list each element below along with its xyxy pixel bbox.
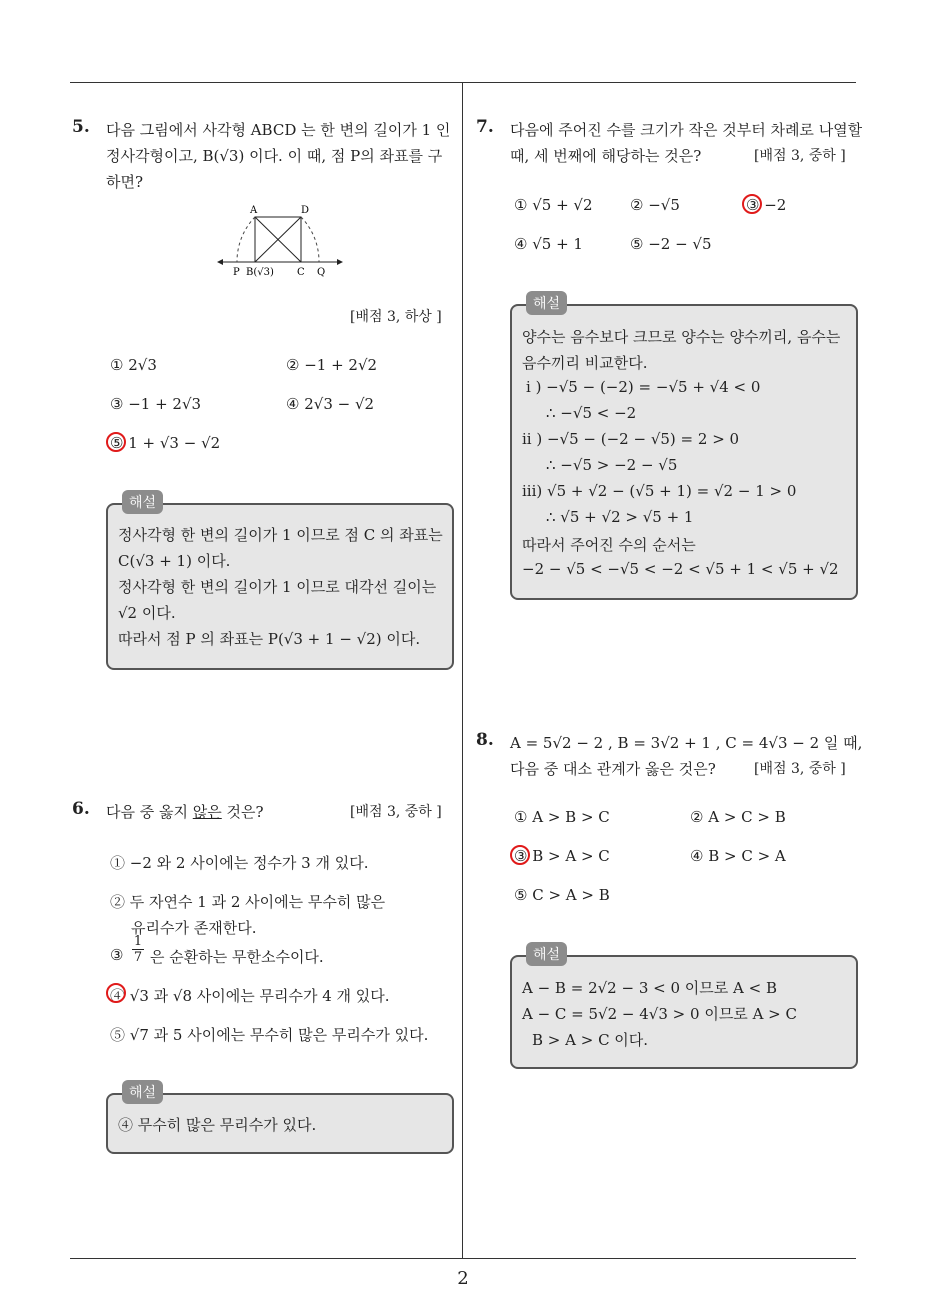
q5-explain-line: C(√3 + 1) 이다. (118, 552, 231, 570)
q7-score: [배점 3, 중하 ] (754, 148, 846, 164)
q5-option-1[interactable]: ① 2√3 (110, 356, 157, 374)
q6-number: 6. (72, 799, 90, 819)
q7-option-2[interactable]: ② −√5 (630, 196, 680, 214)
q5-option-5[interactable]: ⑤ 1 + √3 − √2 (110, 434, 221, 452)
q6-text (106, 801, 264, 822)
q8-score: [배점 3, 중하 ] (754, 761, 846, 777)
q6-text-post: 것은? (221, 803, 264, 821)
q8-option-2[interactable]: ② A > C > B (690, 808, 786, 826)
q6-explain-line: ④ 무수히 많은 무리수가 있다. (118, 1116, 317, 1134)
q7-explanation-box (510, 304, 858, 600)
fig-label-d: D (301, 205, 310, 216)
q7-explain-line: i ) −√5 − (−2) = −√5 + √4 < 0 (526, 378, 761, 396)
q6-score: [배점 3, 중하 ] (350, 804, 442, 820)
q8-text-line2: 다음 중 대소 관계가 옳은 것은? (510, 760, 716, 778)
q7-explain-line: ii ) −√5 − (−2 − √5) = 2 > 0 (522, 430, 740, 448)
q8-option-4[interactable]: ④ B > C > A (690, 847, 786, 865)
q8-option-1[interactable]: ① A > B > C (514, 808, 610, 826)
q7-option-1[interactable]: ① √5 + √2 (514, 196, 593, 214)
q8-answer-mark (510, 845, 530, 865)
q5-explanation-tag: 해설 (122, 490, 163, 514)
q6-text-pre: 다음 중 옳지 (106, 803, 193, 821)
q8-explain-line: A − C = 5√2 − 4√3 > 0 이므로 A > C (522, 1005, 797, 1023)
q6-option-5[interactable]: ⑤ √7 과 5 사이에는 무수히 많은 무리수가 있다. (110, 1026, 429, 1044)
top-rule (70, 82, 856, 83)
q5-explain-line: 정사각형 한 변의 길이가 1 이므로 대각선 길이는 (118, 578, 437, 596)
q5-explain-line: √2 이다. (118, 604, 176, 622)
q7-explanation-tag: 해설 (526, 291, 567, 315)
q5-explain-line: 따라서 점 P 의 좌표는 P(√3 + 1 − √2) 이다. (118, 630, 421, 648)
q8-option-5[interactable]: ⑤ C > A > B (514, 886, 610, 904)
q7-text-line2: 때, 세 번째에 해당하는 것은? (510, 147, 702, 165)
q5-explain-line: 정사각형 한 변의 길이가 1 이므로 점 C 의 좌표는 (118, 526, 443, 544)
column-divider (462, 83, 463, 1258)
q5-option-4[interactable]: ④ 2√3 − √2 (286, 395, 375, 413)
q7-option-3[interactable]: ③ −2 (746, 196, 787, 214)
q5-score: [배점 3, 하상 ] (350, 309, 442, 325)
q6-answer-mark (106, 983, 126, 1003)
q5-square-figure (215, 200, 345, 280)
q7-explain-line: ∴ −√5 > −2 − √5 (546, 456, 678, 474)
q6-option-3-fraction (132, 934, 144, 965)
q8-number: 8. (476, 730, 494, 750)
q6-option-4[interactable]: ④ √3 과 √8 사이에는 무리수가 4 개 있다. (110, 987, 390, 1005)
q7-text-line1: 다음에 주어진 수를 크기가 작은 것부터 차례로 나열할 (510, 121, 863, 139)
bottom-rule (70, 1258, 856, 1259)
q5-text-line1: 다음 그림에서 사각형 ABCD 는 한 변의 길이가 1 인 (106, 121, 451, 139)
q5-number: 5. (72, 117, 90, 137)
q7-option-4[interactable]: ④ √5 + 1 (514, 235, 583, 253)
q5-text-line3: 하면? (106, 173, 144, 191)
q7-explain-line: iii) √5 + √2 − (√5 + 1) = √2 − 1 > 0 (522, 482, 797, 500)
fig-label-b: B(√3) (246, 267, 274, 278)
q6-option-3-text: 은 순환하는 무한소수이다. (150, 948, 324, 966)
q6-option-3[interactable]: ③ (110, 946, 124, 964)
q6-explanation-tag: 해설 (122, 1080, 163, 1104)
page-number: 2 (457, 1268, 469, 1289)
q6-option-1[interactable]: ① −2 와 2 사이에는 정수가 3 개 있다. (110, 854, 369, 872)
fig-label-c: C (297, 267, 305, 278)
q7-explain-line: 양수는 음수보다 크므로 양수는 양수끼리, 음수는 (522, 328, 841, 346)
q6-option-2-cont: 유리수가 존재한다. (131, 919, 257, 937)
q7-explain-line: 음수끼리 비교한다. (522, 354, 648, 372)
q8-option-3[interactable]: ③ B > A > C (514, 847, 610, 865)
q7-explain-line: −2 − √5 < −√5 < −2 < √5 + 1 < √5 + √2 (522, 560, 839, 578)
q8-explanation-tag: 해설 (526, 942, 567, 966)
fig-label-p: P (233, 267, 240, 278)
q7-explain-line: ∴ √5 + √2 > √5 + 1 (546, 508, 694, 526)
q6-text-underlined: 않은 (192, 803, 222, 821)
q7-explain-line: 따라서 주어진 수의 순서는 (522, 536, 696, 554)
q5-option-3[interactable]: ③ −1 + 2√3 (110, 395, 202, 413)
fig-label-a: A (250, 205, 258, 216)
q8-text-line1: A = 5√2 − 2 , B = 3√2 + 1 , C = 4√3 − 2 일 때, (510, 734, 863, 752)
q7-answer-mark (742, 194, 762, 214)
q6-option-2[interactable]: ② 두 자연수 1 과 2 사이에는 무수히 많은 (110, 893, 386, 911)
fraction-denominator: 7 (133, 950, 143, 965)
q7-number: 7. (476, 117, 494, 137)
q8-explain-line: B > A > C 이다. (532, 1031, 649, 1049)
q5-text-line2: 정사각형이고, B(√3) 이다. 이 때, 점 P의 좌표를 구 (106, 147, 443, 165)
fig-label-q: Q (317, 267, 326, 278)
q7-explain-line: ∴ −√5 < −2 (546, 404, 637, 422)
q8-explain-line: A − B = 2√2 − 3 < 0 이므로 A < B (522, 979, 777, 997)
q7-option-5[interactable]: ⑤ −2 − √5 (630, 235, 712, 253)
q5-option-2[interactable]: ② −1 + 2√2 (286, 356, 378, 374)
q5-answer-mark (106, 432, 126, 452)
fraction-numerator: 1 (133, 934, 143, 949)
